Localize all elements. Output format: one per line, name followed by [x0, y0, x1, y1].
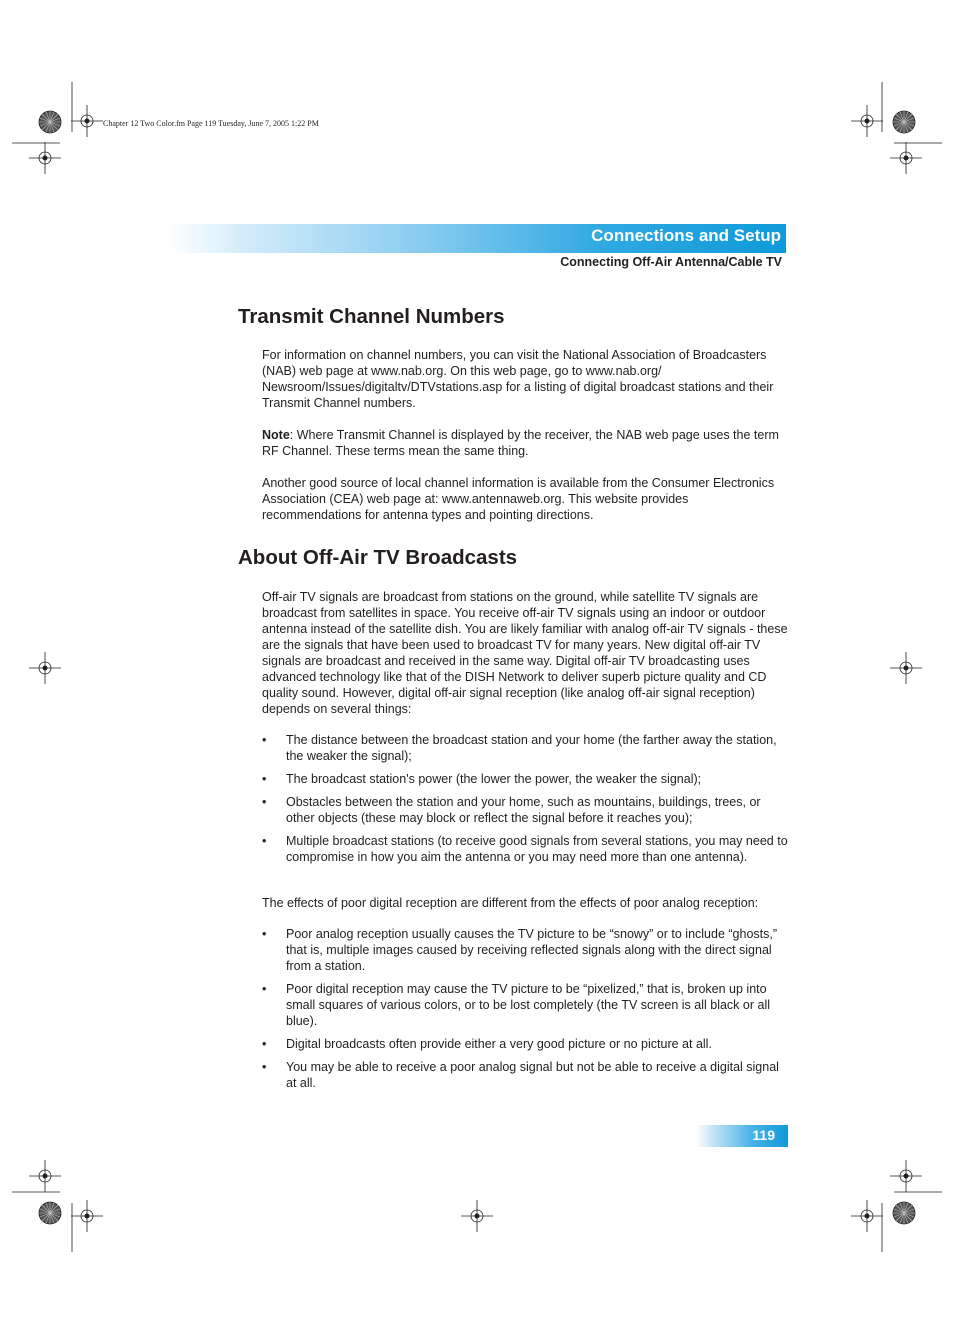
note-text: : Where Transmit Channel is displayed by the receiver, the NAB web page uses the term RF Channel. These terms mean the same thing.: [262, 428, 779, 458]
bullet-icon: •: [262, 982, 267, 996]
section-subtitle: Connecting Off-Air Antenna/Cable TV: [560, 255, 782, 269]
list-item: • Poor digital reception may cause the TV picture to be “pixelized,” that is, broken up into small squares of various colors, or to be lost completely (the TV screen is all black or all blue).: [262, 982, 770, 1028]
page-number: 119: [752, 1127, 775, 1143]
bullet-icon: •: [262, 927, 267, 941]
bullet-icon: •: [262, 733, 267, 747]
chapter-title: Connections and Setup: [591, 226, 781, 245]
bullet-icon: •: [262, 834, 267, 848]
note-label: Note: [262, 428, 290, 442]
paragraph-off-air-signals: Off-air TV signals are broadcast from stations on the ground, while satellite TV signals are broadcast from satellites in space. You receive off-air TV signals using an indoor or outdoor antenna instead of the satellite dish. You are likely familiar with analog off-air TV signals - these are the signals that have been used to broadcast TV for many years. New digital off-air TV signals are broadcast and received in the same way. Digital off-air TV broadcasting uses advanced technology like that of the DISH Network to deliver superb picture quality and CD quality sound. However, digital off-air signal reception (like analog off-air signal reception) depends on several things:: [262, 590, 788, 716]
list-item: • The distance between the broadcast station and your home (the farther away the station, the weaker the signal);: [262, 733, 777, 763]
paragraph-reception-effects: The effects of poor digital reception are different from the effects of poor analog reception:: [262, 896, 759, 910]
list-item: • Poor analog reception usually causes the TV picture to be “snowy” or to include “ghosts,” that is, multiple images caused by receiving reflected signals along with the direct signal from a station.: [262, 927, 778, 973]
bullet-icon: •: [262, 795, 267, 809]
list-item: • Multiple broadcast stations (to receive good signals from several stations, you may need to compromise in how you aim the antenna or you may need more than one antenna).: [262, 834, 788, 864]
list-item: • Obstacles between the station and your home, such as mountains, buildings, trees, or other objects (these may block or reflect the signal before it reaches you);: [262, 795, 761, 825]
paragraph-cea-info: Another good source of local channel information is available from the Consumer Electronics Association (CEA) web page at: www.antennaweb.org. This website provides recommendations for antenna types and pointing directions.: [262, 476, 775, 522]
bullet-icon: •: [262, 772, 267, 786]
heading-transmit-channel-numbers: Transmit Channel Numbers: [238, 305, 505, 328]
bullet-icon: •: [262, 1037, 267, 1051]
list-item: • Digital broadcasts often provide either a very good picture or no picture at all.: [262, 1037, 712, 1051]
printer-slug: Chapter 12 Two Color.fm Page 119 Tuesday, June 7, 2005 1:22 PM: [103, 119, 319, 128]
reception-factors-list: [262, 732, 790, 872]
list-item: • You may be able to receive a poor analog signal but not be able to receive a digital signal at all.: [262, 1060, 779, 1090]
bullet-icon: •: [262, 1060, 267, 1074]
list-item: • The broadcast station's power (the lower the power, the weaker the signal);: [262, 772, 702, 786]
paragraph-note: [262, 427, 790, 459]
paragraph-channel-info: For information on channel numbers, you can visit the National Association of Broadcasters (NAB) web page at www.nab.org. On this web page, go to www.nab.org/ Newsroom/Issues/digitaltv/DTVstations.asp for a listing of digital broadcast stations and their Transmit Channel numbers.: [262, 348, 774, 410]
heading-about-off-air-tv: About Off-Air TV Broadcasts: [238, 546, 518, 569]
reception-effects-list: [262, 926, 790, 1098]
